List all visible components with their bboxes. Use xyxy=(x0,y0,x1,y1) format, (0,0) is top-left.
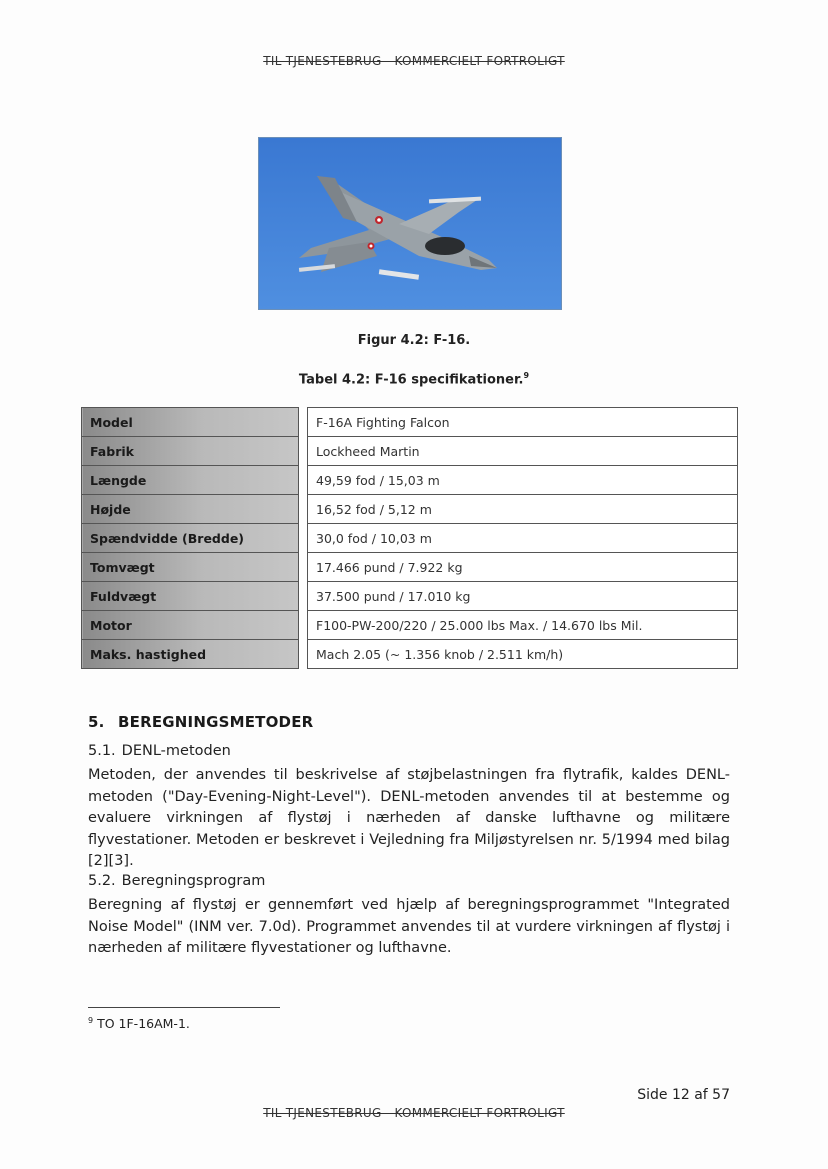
section-heading xyxy=(88,713,313,731)
table-row xyxy=(82,408,738,437)
spec-label: Fuldvægt xyxy=(82,582,299,611)
spec-value: 16,52 fod / 5,12 m xyxy=(308,495,738,524)
table-row xyxy=(82,524,738,553)
table-row xyxy=(82,640,738,669)
section-title: BEREGNINGSMETODER xyxy=(118,713,314,731)
spec-value: 37.500 pund / 17.010 kg xyxy=(308,582,738,611)
column-gap xyxy=(299,582,308,611)
page-number: Side 12 af 57 xyxy=(637,1087,730,1103)
footnote-separator xyxy=(88,1007,280,1008)
spec-label: Højde xyxy=(82,495,299,524)
column-gap xyxy=(299,640,308,669)
spec-label: Model xyxy=(82,408,299,437)
footnote-ref: 9 xyxy=(523,371,530,380)
subsection-heading xyxy=(88,873,265,889)
column-gap xyxy=(299,437,308,466)
classification-header: TIL TJENESTEBRUG - KOMMERCIELT FORTROLIGT xyxy=(263,54,565,68)
paragraph: Metoden, der anvendes til beskrivelse af støjbelastningen fra flytrafik, kaldes DENL-metoden ("Day-Evening-Night-Level"). DENL-metoden anvendes til at bestemme og evaluere virkningen af flystøj i nærheden af danske lufthavne og militære flyvestationer. Metoden er beskrevet i Vejledning fra Miljøstyrelsen nr. 5/1994 med bilag [2][3]. xyxy=(88,767,730,869)
paragraph: Beregning af flystøj er gennemført ved hjælp af beregningsprogrammet "Integrated Noise Model" (INM ver. 7.0d). Programmet anvendes til at vurdere virkningen af flystøj i nærheden af militære flyvestationer og lufthavne. xyxy=(88,897,730,956)
footnote-text: TO 1F-16AM-1. xyxy=(97,1016,190,1032)
spec-label: Motor xyxy=(82,611,299,640)
section-number: 5. xyxy=(88,713,105,731)
spec-value: 30,0 fod / 10,03 m xyxy=(308,524,738,553)
footnote-number: 9 xyxy=(88,1016,94,1025)
spec-value: Mach 2.05 (~ 1.356 knob / 2.511 km/h) xyxy=(308,640,738,669)
spec-label: Fabrik xyxy=(82,437,299,466)
spec-label: Spændvidde (Bredde) xyxy=(82,524,299,553)
spec-value: 17.466 pund / 7.922 kg xyxy=(308,553,738,582)
table-row xyxy=(82,437,738,466)
table-row xyxy=(82,611,738,640)
figure-caption: Figur 4.2: F-16. xyxy=(357,333,471,348)
column-gap xyxy=(299,408,308,437)
spec-value: 49,59 fod / 15,03 m xyxy=(308,466,738,495)
classification-footer: TIL TJENESTEBRUG - KOMMERCIELT FORTROLIGT xyxy=(263,1106,565,1120)
spec-value: F-16A Fighting Falcon xyxy=(308,408,738,437)
table-row xyxy=(82,495,738,524)
column-gap xyxy=(299,553,308,582)
spec-table xyxy=(81,407,738,669)
spec-label: Tomvægt xyxy=(82,553,299,582)
f16-photo xyxy=(258,137,562,310)
spec-value: F100-PW-200/220 / 25.000 lbs Max. / 14.670 lbs Mil. xyxy=(308,611,738,640)
subsection-title: Beregningsprogram xyxy=(121,873,266,889)
subsection-title: DENL-metoden xyxy=(121,743,231,759)
table-row xyxy=(82,466,738,495)
table-row xyxy=(82,553,738,582)
subsection-number: 5.1. xyxy=(88,743,116,759)
spec-label: Længde xyxy=(82,466,299,495)
column-gap xyxy=(299,524,308,553)
column-gap xyxy=(299,466,308,495)
subsection-number: 5.2. xyxy=(88,873,116,889)
footnote xyxy=(88,1016,190,1031)
column-gap xyxy=(299,611,308,640)
table-caption xyxy=(0,371,828,387)
spec-label: Maks. hastighed xyxy=(82,640,299,669)
table-caption-text: Tabel 4.2: F-16 specifikationer. xyxy=(298,372,524,388)
column-gap xyxy=(299,495,308,524)
subsection-heading xyxy=(88,743,231,759)
spec-value: Lockheed Martin xyxy=(308,437,738,466)
table-row xyxy=(82,582,738,611)
